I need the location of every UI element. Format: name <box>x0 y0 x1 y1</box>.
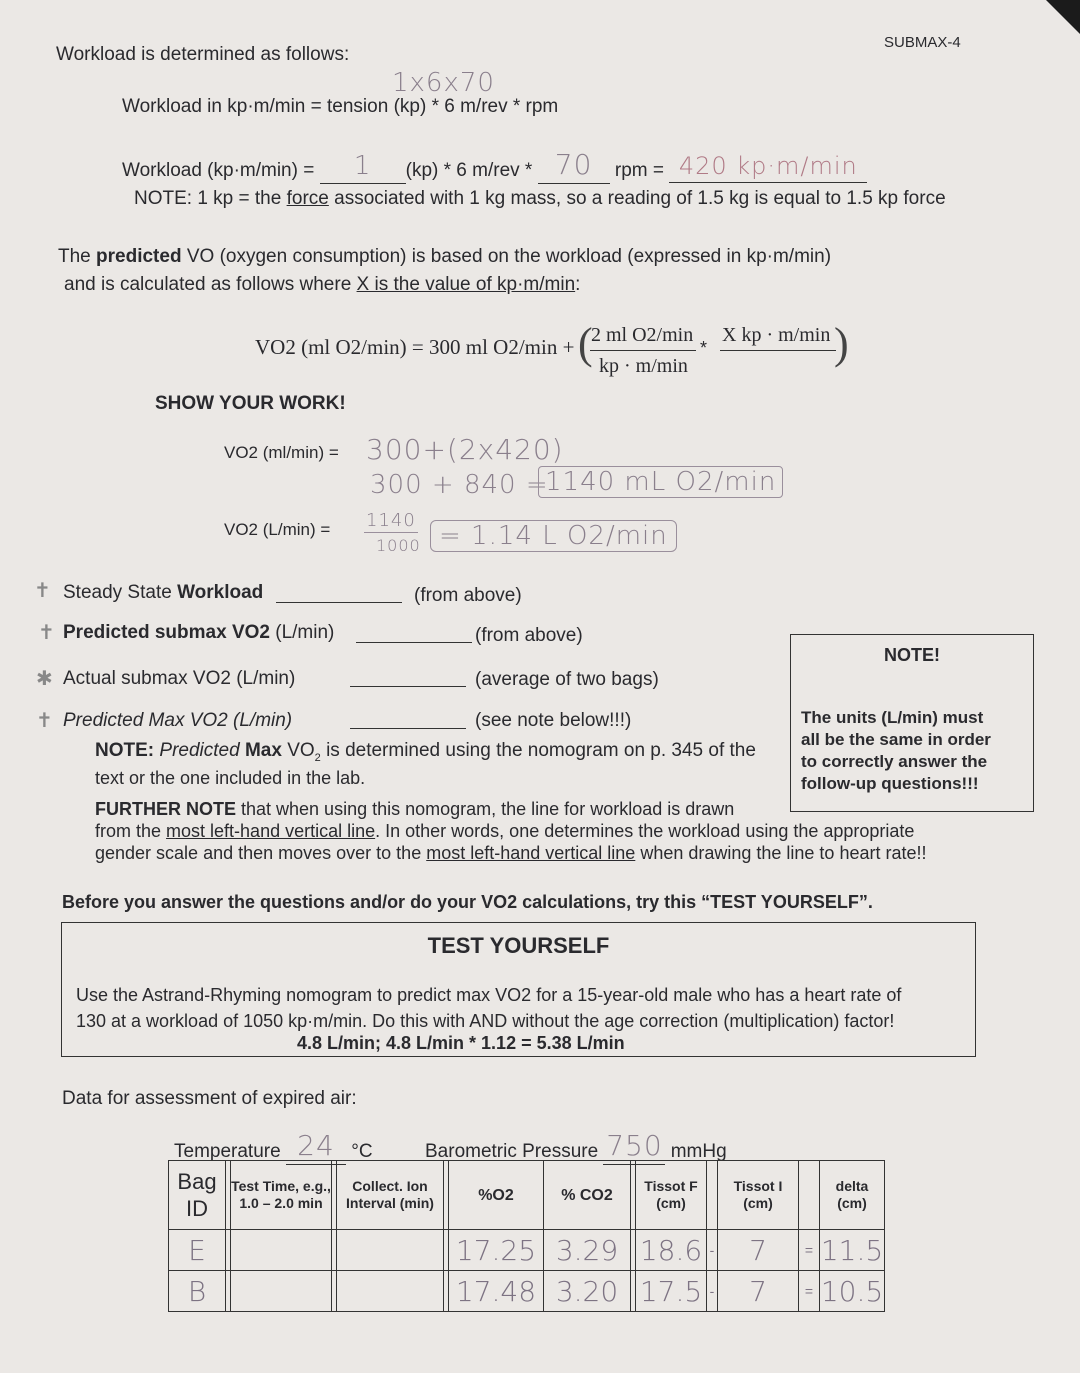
field-label-bold: Workload <box>177 582 264 603</box>
further-3b: when drawing the line to heart rate!! <box>635 843 927 863</box>
star-mark: ✝ <box>38 622 55 644</box>
pred-bold: predicted <box>96 246 182 267</box>
vo2-ml-work-1: 300+(2x420) <box>366 433 564 466</box>
kp-value: 1 <box>353 151 372 181</box>
cell-co2[interactable]: 3.29 <box>544 1230 631 1271</box>
field-label: Predicted submax VO2 <box>63 622 276 643</box>
table-row <box>169 1230 885 1271</box>
star-mark: ✝ <box>36 710 53 732</box>
note-line: all be the same in order <box>801 730 991 749</box>
cell-bag[interactable]: E <box>169 1230 226 1271</box>
nomogram-line-1: is determined using the nomogram on p. 345 of the <box>326 740 756 761</box>
predicted-line-2 <box>64 274 580 296</box>
header-text: Tissot I (cm) <box>733 1178 783 1211</box>
cell-delta[interactable]: 11.5 <box>820 1230 885 1271</box>
equation-x-term: X kp · m/min <box>722 324 831 346</box>
note-text-a: NOTE: 1 kp = the <box>134 188 287 209</box>
show-work-heading: SHOW YOUR WORK! <box>155 393 346 414</box>
workload-fill-line <box>122 150 867 184</box>
table-row <box>169 1271 885 1312</box>
minus-sign: - <box>707 1230 718 1271</box>
vo2-l-denominator: 1000 <box>376 536 421 555</box>
pred-text-c: (oxygen consumption) is based on the workload (expressed in kp·m/min) <box>214 246 832 267</box>
table-header-row <box>169 1161 885 1230</box>
further-note-2 <box>95 821 914 842</box>
divider <box>799 1161 820 1230</box>
further-text-1: that when using this nomogram, the line for workload is drawn <box>236 799 735 819</box>
note-line: The units (L/min) must <box>801 708 984 727</box>
vo2-l-numerator: 1140 <box>366 510 416 531</box>
cell-co2[interactable]: 3.20 <box>544 1271 631 1312</box>
vo2-l-result: = 1.14 L O2/min <box>430 520 677 552</box>
pred2-a: and is calculated as follows where <box>64 274 357 295</box>
vo2-ml-work-2: 300 + 840 = <box>370 470 549 500</box>
cell-test-time[interactable] <box>231 1230 332 1271</box>
field-steady-state <box>63 582 263 604</box>
rpm-value: 70 <box>554 148 593 181</box>
field-actual-submax-note: (average of two bags) <box>475 669 659 690</box>
bp-value: 750 <box>606 1129 663 1162</box>
further-3u: most left-hand vertical line <box>426 843 636 863</box>
header-text: Test Time, e.g., 1.0 – 2.0 min <box>231 1178 331 1211</box>
cell-tissot-f[interactable]: 17.5 <box>636 1271 707 1312</box>
col-test-time <box>231 1161 332 1230</box>
workload-fill-label: Workload (kp·m/min) = <box>122 160 315 181</box>
cell-tissot-i[interactable]: 7 <box>718 1271 799 1312</box>
vo2-l-label: VO2 (L/min) = <box>224 520 331 539</box>
pred-max-input[interactable] <box>350 706 466 729</box>
pred-submax-input[interactable] <box>356 620 472 643</box>
further-note-3 <box>95 843 927 864</box>
further-2u: most left-hand vertical line <box>166 821 376 841</box>
page-corner-shadow <box>1046 0 1080 34</box>
expired-air-table <box>168 1160 885 1312</box>
cell-interval[interactable] <box>337 1271 444 1312</box>
pred-text-a: The <box>58 246 97 267</box>
col-o2 <box>449 1161 544 1230</box>
rpm-text: rpm = <box>614 160 664 181</box>
further-2b: . In other words, one determines the workload using the appropriate <box>375 821 915 841</box>
col-delta <box>820 1161 885 1230</box>
rpm-field[interactable] <box>538 150 610 184</box>
workload-note <box>134 188 946 210</box>
kp-field[interactable] <box>320 153 406 184</box>
field-label: Steady State <box>63 582 178 603</box>
predicted-line-1 <box>58 246 831 268</box>
header-text: Tissot F (cm) <box>644 1178 698 1211</box>
cell-test-time[interactable] <box>231 1271 332 1312</box>
pred-vo2: VO <box>181 246 215 267</box>
fraction-bar <box>590 350 696 351</box>
header-text: Collect. Ion Interval (min) <box>346 1178 434 1211</box>
test-line-1: Use the Astrand-Rhyming nomogram to predict max VO2 for a 15-year-old male who has a heart rate of <box>76 985 902 1005</box>
kp-text: (kp) * 6 m/rev * <box>405 160 533 181</box>
col-tissot-f <box>636 1161 707 1230</box>
bp-unit: mmHg <box>670 1141 727 1162</box>
field-actual-submax: Actual submax VO2 (L/min) <box>63 668 296 689</box>
cell-delta[interactable]: 10.5 <box>820 1271 885 1312</box>
col-collection-interval <box>337 1161 444 1230</box>
further-bold: FURTHER NOTE <box>95 799 236 819</box>
equation-times: * <box>700 338 708 358</box>
test-title: TEST YOURSELF <box>427 933 610 958</box>
temp-value: 24 <box>297 1129 335 1162</box>
workload-result: 420 kp·m/min <box>678 152 858 180</box>
cell-interval[interactable] <box>337 1230 444 1271</box>
field-pred-submax-note: (from above) <box>475 625 583 646</box>
vo2-ml-label: VO2 (ml/min) = <box>224 443 339 462</box>
workload-result-field[interactable] <box>669 154 867 183</box>
page-id: SUBMAX-4 <box>884 34 961 51</box>
note-line: follow-up questions!!! <box>801 774 979 793</box>
field-pred-submax <box>63 622 334 644</box>
cell-tissot-f[interactable]: 18.6 <box>636 1230 707 1271</box>
equation-lhs: VO2 (ml O2/min) = 300 ml O2/min + <box>255 335 575 359</box>
pred2-u: X is the value of kp·m/min <box>356 274 576 295</box>
equation-denominator: kp · m/min <box>599 355 688 377</box>
vo2-ml-result: 1140 mL O2/min <box>538 466 783 498</box>
temp-unit: °C <box>351 1141 373 1162</box>
cell-o2[interactable]: 17.25 <box>449 1230 544 1271</box>
bp-label: Barometric Pressure <box>425 1141 599 1162</box>
test-line-2: 130 at a workload of 1050 kp·m/min. Do this with AND without the age correction (multiplication) factor! <box>76 1011 895 1031</box>
intro-text: Workload is determined as follows: <box>56 44 350 65</box>
cell-o2[interactable]: 17.48 <box>449 1271 544 1312</box>
equals-sign: = <box>799 1230 820 1271</box>
temp-label: Temperature <box>174 1141 281 1162</box>
further-3a: gender scale and then moves over to the <box>95 843 427 863</box>
minus-sign: - <box>707 1271 718 1312</box>
workload-annotation: 1x6x70 <box>392 68 495 98</box>
note-box <box>790 634 1034 812</box>
col-co2 <box>544 1161 631 1230</box>
paren-close: ) <box>834 319 849 368</box>
paren-open: ( <box>578 319 593 368</box>
star-mark: ✱ <box>36 668 53 690</box>
equation-numerator: 2 ml O2/min <box>591 324 694 346</box>
workload-formula: Workload in kp·m/min = tension (kp) * 6 m/rev * rpm <box>122 96 559 117</box>
vo2-l-bar <box>364 532 418 533</box>
cell-tissot-i[interactable]: 7 <box>718 1230 799 1271</box>
actual-submax-input[interactable] <box>350 664 466 687</box>
note-text-b: associated with 1 kg mass, so a reading of 1.5 kg is equal to 1.5 kp force <box>328 188 946 209</box>
note-box-title: NOTE! <box>884 645 940 665</box>
col-bag-id <box>169 1161 226 1230</box>
before-instruction: Before you answer the questions and/or do your VO2 calculations, try this “TEST YOURSELF”. <box>62 892 873 912</box>
equals-sign: = <box>799 1271 820 1312</box>
col-tissot-i <box>718 1161 799 1230</box>
cell-bag[interactable]: B <box>169 1271 226 1312</box>
header-text: % CO2 <box>561 1186 613 1204</box>
field-pred-max: Predicted Max VO2 (L/min) <box>63 710 293 731</box>
header-text: Bag ID <box>177 1169 217 1221</box>
further-2a: from the <box>95 821 167 841</box>
note-force: force <box>286 188 329 209</box>
nomogram-note-1: NOTE: Predicted Max $VO_2$ is determined using the nomogram on p. 345 of the <box>95 740 756 764</box>
header-text: %O2 <box>478 1186 514 1204</box>
pred2-b: : <box>575 274 581 295</box>
note-line: to correctly answer the <box>801 752 988 771</box>
divider <box>707 1161 718 1230</box>
steady-state-input[interactable] <box>276 580 402 603</box>
x-bar <box>720 350 836 351</box>
field-pred-max-note: (see note below!!!) <box>475 710 632 731</box>
nomogram-note-2: text or the one included in the lab. <box>95 768 366 788</box>
field-label-unit: (L/min) <box>275 622 335 643</box>
field-steady-state-note: (from above) <box>414 585 522 606</box>
expired-air-heading: Data for assessment of expired air: <box>62 1088 357 1109</box>
header-text: delta (cm) <box>835 1178 869 1211</box>
test-answer: 4.8 L/min; 4.8 L/min * 1.12 = 5.38 L/min <box>297 1033 625 1053</box>
test-yourself-box <box>61 922 976 1057</box>
note-box-text <box>801 707 991 795</box>
star-mark: ✝ <box>34 580 51 602</box>
further-note-1 <box>95 799 734 820</box>
